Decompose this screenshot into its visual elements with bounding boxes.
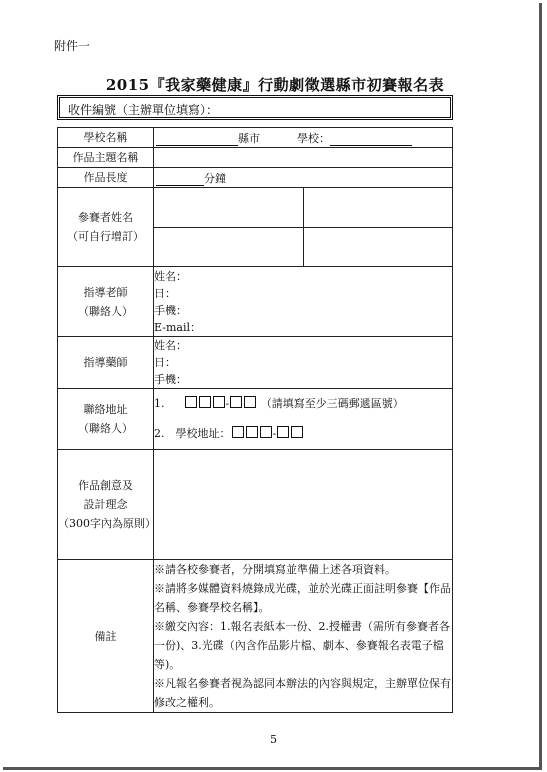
remarks-content [154, 560, 453, 713]
school-name-label: 學校名稱 [58, 128, 154, 148]
work-title-field[interactable] [154, 148, 453, 168]
county-suffix: 縣市 [238, 131, 260, 145]
postal-box-icon [213, 396, 225, 408]
address-line1[interactable]: 1. - （請填寫至少三碼郵遞區號） [154, 397, 404, 410]
postal-box-icon [199, 396, 211, 408]
concept-label [58, 450, 154, 560]
page-number: 5 [270, 733, 277, 746]
postal-box-icon [244, 396, 256, 408]
work-title-label: 作品主題名稱 [58, 148, 154, 168]
postal-box-icon [232, 426, 244, 438]
pharmacist-label: 指導藥師 [58, 337, 154, 389]
teacher-label-line1: 指導老師 [83, 285, 128, 299]
teacher-fields[interactable] [154, 267, 453, 337]
minutes-suffix: 分鐘 [204, 171, 226, 185]
remark-item: ※凡報名參賽者視為認同本辦法的內容與規定，主辦單位保有修改之權利。 [154, 677, 451, 709]
remark-item: ※請各校參賽者，分開填寫並準備上述各項資料。 [154, 563, 396, 576]
address-label-line1: 聯絡地址 [83, 403, 128, 416]
remarks-label: 備註 [58, 560, 154, 713]
remark-item: ※請將多媒體資料燒錄成光碟，並於光碟正面註明參賽【作品名稱、參賽學校名稱】。 [154, 582, 451, 614]
annex-label: 附件一 [54, 39, 91, 53]
address-label-line2: （聯絡人） [78, 422, 133, 435]
participants-label [58, 188, 154, 267]
pharmacist-name-field[interactable]: 姓名： [154, 339, 187, 352]
concept-field[interactable] [154, 450, 453, 560]
pharmacist-day-phone-field[interactable]: 日： [154, 356, 176, 369]
receipt-number-label: 收件編號（主辦單位填寫）： [68, 103, 219, 117]
teacher-name-field[interactable]: 姓名： [154, 269, 187, 283]
concept-label-line3: （300字內為原則） [58, 517, 156, 530]
pharmacist-fields[interactable] [154, 337, 453, 389]
work-length-field[interactable] [154, 168, 453, 188]
address-line1-num: 1. [154, 397, 165, 410]
teacher-mobile-field[interactable]: 手機： [154, 303, 187, 317]
school-address-label: 2. 學校地址： [154, 427, 231, 440]
work-length-label: 作品長度 [58, 168, 154, 188]
teacher-label-line2: （聯絡人） [78, 304, 133, 318]
teacher-label [58, 267, 154, 337]
postal-box-icon [291, 426, 303, 438]
participants-grid [154, 188, 453, 267]
teacher-day-phone-field[interactable]: 日： [154, 286, 176, 300]
address-line1-note: （請填寫至少三碼郵遞區號） [260, 397, 404, 410]
address-line2[interactable]: 2. 學校地址： - [154, 419, 452, 449]
postal-box-icon [260, 426, 272, 438]
teacher-email-field[interactable]: E-mail： [154, 320, 201, 334]
participant-name-cell[interactable] [154, 188, 303, 227]
postal-box-icon [185, 396, 197, 408]
concept-label-line2: 設計理念 [83, 498, 128, 511]
participant-name-cell[interactable] [303, 188, 452, 227]
participant-name-cell[interactable] [303, 227, 452, 266]
registration-form-table [57, 127, 453, 713]
participant-name-cell[interactable] [154, 227, 303, 266]
pharmacist-mobile-field[interactable]: 手機： [154, 373, 187, 386]
participants-label-line1: 參賽者姓名 [78, 211, 133, 224]
concept-label-line1: 作品創意及 [78, 479, 133, 492]
receipt-number-field[interactable] [57, 95, 453, 120]
remark-item: ※繳交內容：1.報名表紙本一份、2.授權書（需所有參賽者各一份)、3.光碟（內含作品影片檔、劇本、參賽報名表電子檔等)。 [154, 620, 450, 671]
postal-box-icon [277, 426, 289, 438]
postal-box-icon [230, 396, 242, 408]
address-fields[interactable] [154, 389, 453, 450]
form-title: 2015『我家藥健康』行動劇徵選縣市初賽報名表 [105, 76, 445, 94]
address-label [58, 389, 154, 450]
school-field-label: 學校： [297, 131, 330, 145]
school-name-field[interactable] [154, 128, 453, 148]
participants-label-line2: （可自行增訂） [67, 230, 144, 243]
postal-box-icon [246, 426, 258, 438]
